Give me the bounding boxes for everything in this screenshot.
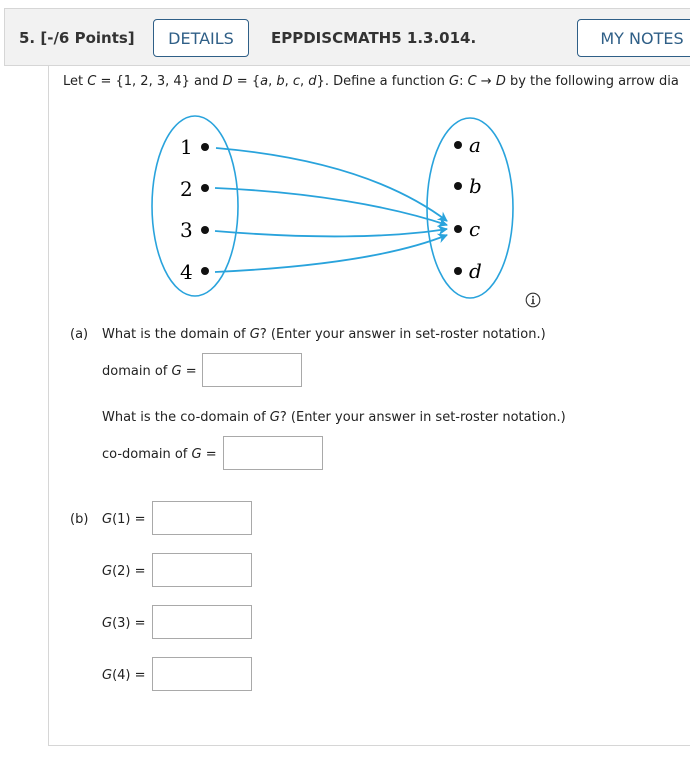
codomain-dot bbox=[454, 225, 462, 233]
g3-label: G(3) = bbox=[102, 616, 146, 631]
domain-element-label: 3 bbox=[180, 218, 193, 242]
my-notes-button[interactable]: MY NOTES bbox=[577, 19, 690, 57]
mapping-arrow-3 bbox=[215, 229, 447, 236]
part-b-label: (b) bbox=[70, 512, 89, 527]
domain-question: What is the domain of G? (Enter your answer in set-roster notation.) bbox=[102, 327, 546, 342]
domain-element-label: 1 bbox=[180, 135, 193, 159]
domain-element-label: 2 bbox=[180, 177, 193, 201]
domain-dot bbox=[201, 267, 209, 275]
mapping-arrow-4 bbox=[215, 235, 447, 272]
codomain-question: What is the co-domain of G? (Enter your answer in set-roster notation.) bbox=[102, 410, 566, 425]
codomain-input[interactable] bbox=[223, 436, 323, 470]
part-a-label: (a) bbox=[70, 327, 89, 342]
g1-label: G(1) = bbox=[102, 512, 146, 527]
info-icon[interactable] bbox=[525, 292, 541, 308]
codomain-element-label: d bbox=[469, 259, 482, 283]
codomain-dot bbox=[454, 182, 462, 190]
mapping-arrow-2 bbox=[215, 188, 447, 225]
codomain-dot bbox=[454, 267, 462, 275]
codomain-element-label: b bbox=[469, 174, 482, 198]
domain-label: domain of G = bbox=[102, 364, 197, 379]
codomain-dot bbox=[454, 141, 462, 149]
domain-element-label: 4 bbox=[180, 260, 193, 284]
domain-input[interactable] bbox=[202, 353, 302, 387]
codomain-label: co-domain of G = bbox=[102, 447, 217, 462]
g3-input[interactable] bbox=[152, 605, 252, 639]
arrow-diagram bbox=[140, 108, 520, 308]
question-number: 5. [-/6 Points] bbox=[19, 29, 135, 47]
problem-statement: Let C = {1, 2, 3, 4} and D = {a, b, c, d}. Define a function G: C → D by the following arrow dia bbox=[63, 74, 679, 89]
codomain-element-label: c bbox=[469, 217, 481, 241]
domain-dot bbox=[201, 143, 209, 151]
g2-label: G(2) = bbox=[102, 564, 146, 579]
g1-input[interactable] bbox=[152, 501, 252, 535]
problem-code: EPPDISCMATH5 1.3.014. bbox=[271, 29, 477, 47]
codomain-element-label: a bbox=[469, 133, 481, 157]
details-button[interactable]: DETAILS bbox=[153, 19, 249, 57]
points-label: [-/6 Points] bbox=[40, 29, 135, 47]
g2-input[interactable] bbox=[152, 553, 252, 587]
mapping-arrow-1 bbox=[216, 148, 447, 221]
question-header bbox=[4, 8, 690, 66]
domain-dot bbox=[201, 184, 209, 192]
g4-input[interactable] bbox=[152, 657, 252, 691]
g4-label: G(4) = bbox=[102, 668, 146, 683]
domain-set-oval bbox=[152, 116, 238, 296]
domain-dot bbox=[201, 226, 209, 234]
